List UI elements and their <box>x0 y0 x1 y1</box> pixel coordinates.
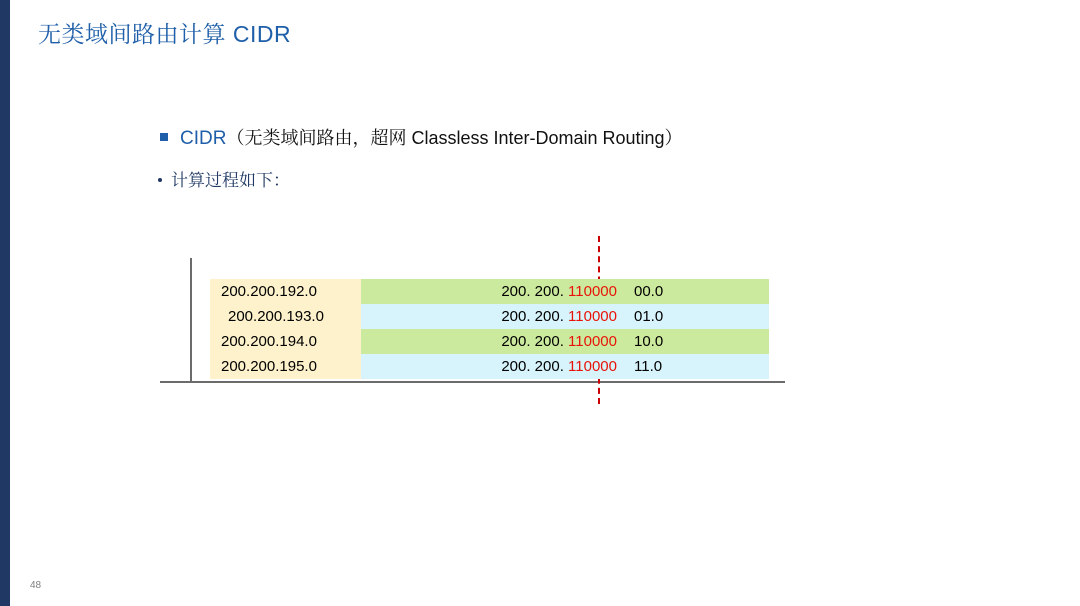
table-row <box>210 279 769 304</box>
table-row <box>210 329 769 354</box>
bullet-process-label: 计算过程如下： <box>171 171 290 190</box>
cell-address: 200.200.192.0 <box>210 279 361 304</box>
binary-prefix: 200. 200. <box>501 333 569 350</box>
cell-tail: 00.0 <box>626 279 769 304</box>
table-row <box>210 304 769 329</box>
cell-tail: 10.0 <box>626 329 769 354</box>
square-bullet-icon <box>160 133 168 141</box>
bullet-cidr <box>160 124 683 150</box>
bullet-process <box>158 166 290 191</box>
left-accent-bar <box>0 0 10 606</box>
cell-address: 200.200.193.0 <box>210 304 361 329</box>
dot-bullet-icon <box>158 178 162 182</box>
cell-binary <box>361 279 626 304</box>
binary-highlight: 110000 <box>568 333 617 350</box>
cell-binary <box>361 354 626 379</box>
bullet-cidr-main: CIDR <box>180 128 227 149</box>
cell-address: 200.200.194.0 <box>210 329 361 354</box>
bullet-cidr-rest: （无类域间路由，超网 Classless Inter-Domain Routing） <box>226 128 683 148</box>
cell-address: 200.200.195.0 <box>210 354 361 379</box>
page-number: 48 <box>30 580 42 591</box>
binary-prefix: 200. 200. <box>501 308 569 325</box>
binary-prefix: 200. 200. <box>501 283 569 300</box>
vertical-axis-line <box>190 258 192 383</box>
binary-highlight: 110000 <box>568 358 617 375</box>
binary-highlight: 110000 <box>568 308 617 325</box>
cidr-table <box>210 279 769 379</box>
cell-binary <box>361 304 626 329</box>
table-row <box>210 354 769 379</box>
page-title: 无类域间路由计算 CIDR <box>38 21 292 47</box>
cell-tail: 11.0 <box>626 354 769 379</box>
horizontal-axis-line <box>160 381 785 383</box>
cell-binary <box>361 329 626 354</box>
binary-prefix: 200. 200. <box>501 358 569 375</box>
binary-highlight: 110000 <box>568 283 617 300</box>
cell-tail: 01.0 <box>626 304 769 329</box>
